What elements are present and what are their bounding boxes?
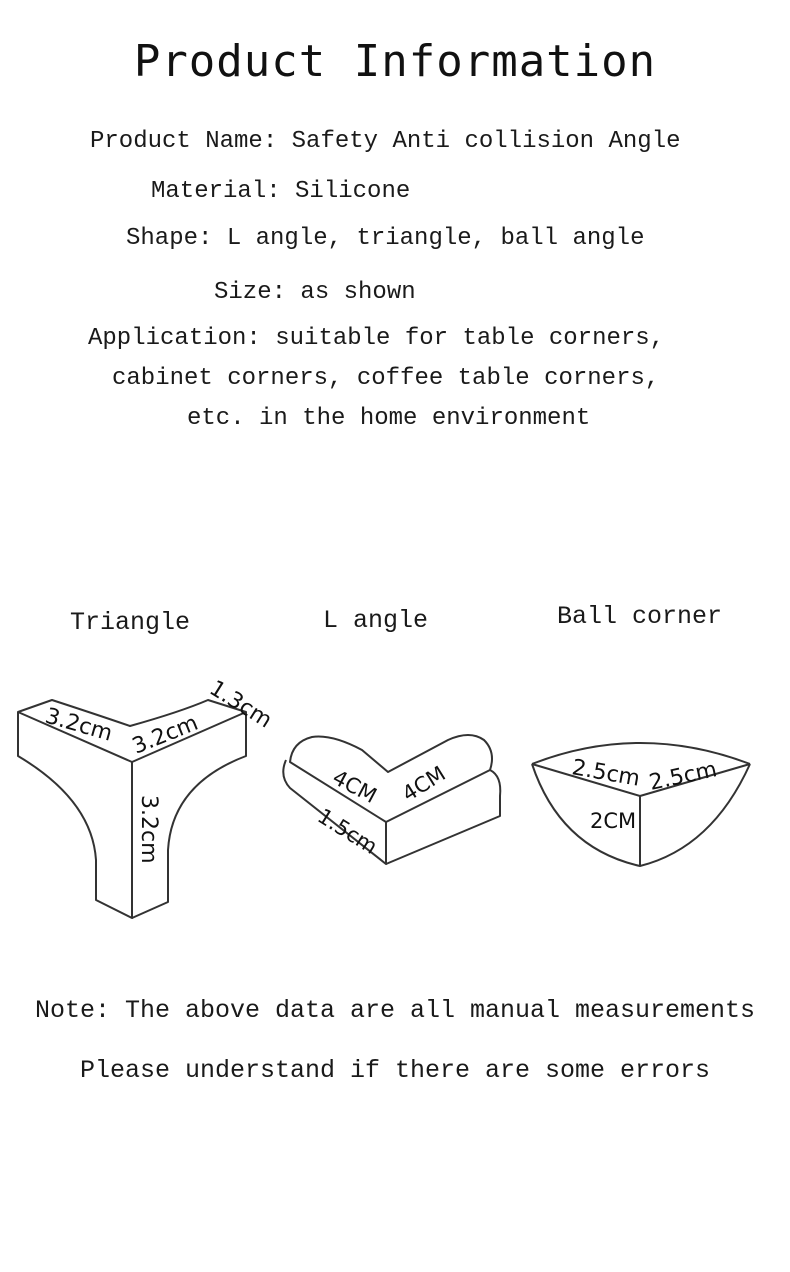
- triangle-dim-height: 3.2cm: [136, 795, 161, 864]
- ball-corner-guard-drawing: [532, 743, 750, 866]
- application-line-1: Application: suitable for table corners,: [88, 325, 665, 352]
- l-angle-dim-thickness: 1.5cm: [313, 803, 382, 859]
- l-angle-guard-drawing: [283, 735, 500, 864]
- l-angle-dim-left: 4CM: [328, 765, 381, 809]
- l-angle-dim-right: 4CM: [397, 761, 450, 807]
- triangle-label: Triangle: [70, 608, 191, 637]
- triangle-dim-thickness: 1.3cm: [204, 675, 277, 734]
- note-line-2: Please understand if there are some errors: [79, 1056, 711, 1085]
- ball-dim-height: 2CM: [590, 809, 637, 833]
- l-angle-label: L angle: [323, 606, 429, 635]
- triangle-dim-top-left: 3.2cm: [42, 703, 116, 747]
- product-name-line: Product Name: Safety Anti collision Angle: [90, 128, 681, 155]
- triangle-dim-top-right: 3.2cm: [128, 710, 202, 760]
- application-line-2: cabinet corners, coffee table corners,: [112, 365, 660, 392]
- ball-corner-label: Ball corner: [557, 602, 723, 631]
- ball-dim-right: 2.5cm: [647, 757, 720, 796]
- application-line-3: etc. in the home environment: [187, 405, 591, 432]
- ball-dim-left: 2.5cm: [569, 755, 642, 792]
- material-line: Material: Silicone: [151, 178, 411, 205]
- triangle-guard-drawing: [18, 700, 246, 918]
- page-title: Product Information: [133, 36, 657, 87]
- size-line: Size: as shown: [214, 279, 416, 306]
- shape-line: Shape: L angle, triangle, ball angle: [126, 225, 645, 252]
- note-line-1: Note: The above data are all manual measurements: [34, 996, 756, 1025]
